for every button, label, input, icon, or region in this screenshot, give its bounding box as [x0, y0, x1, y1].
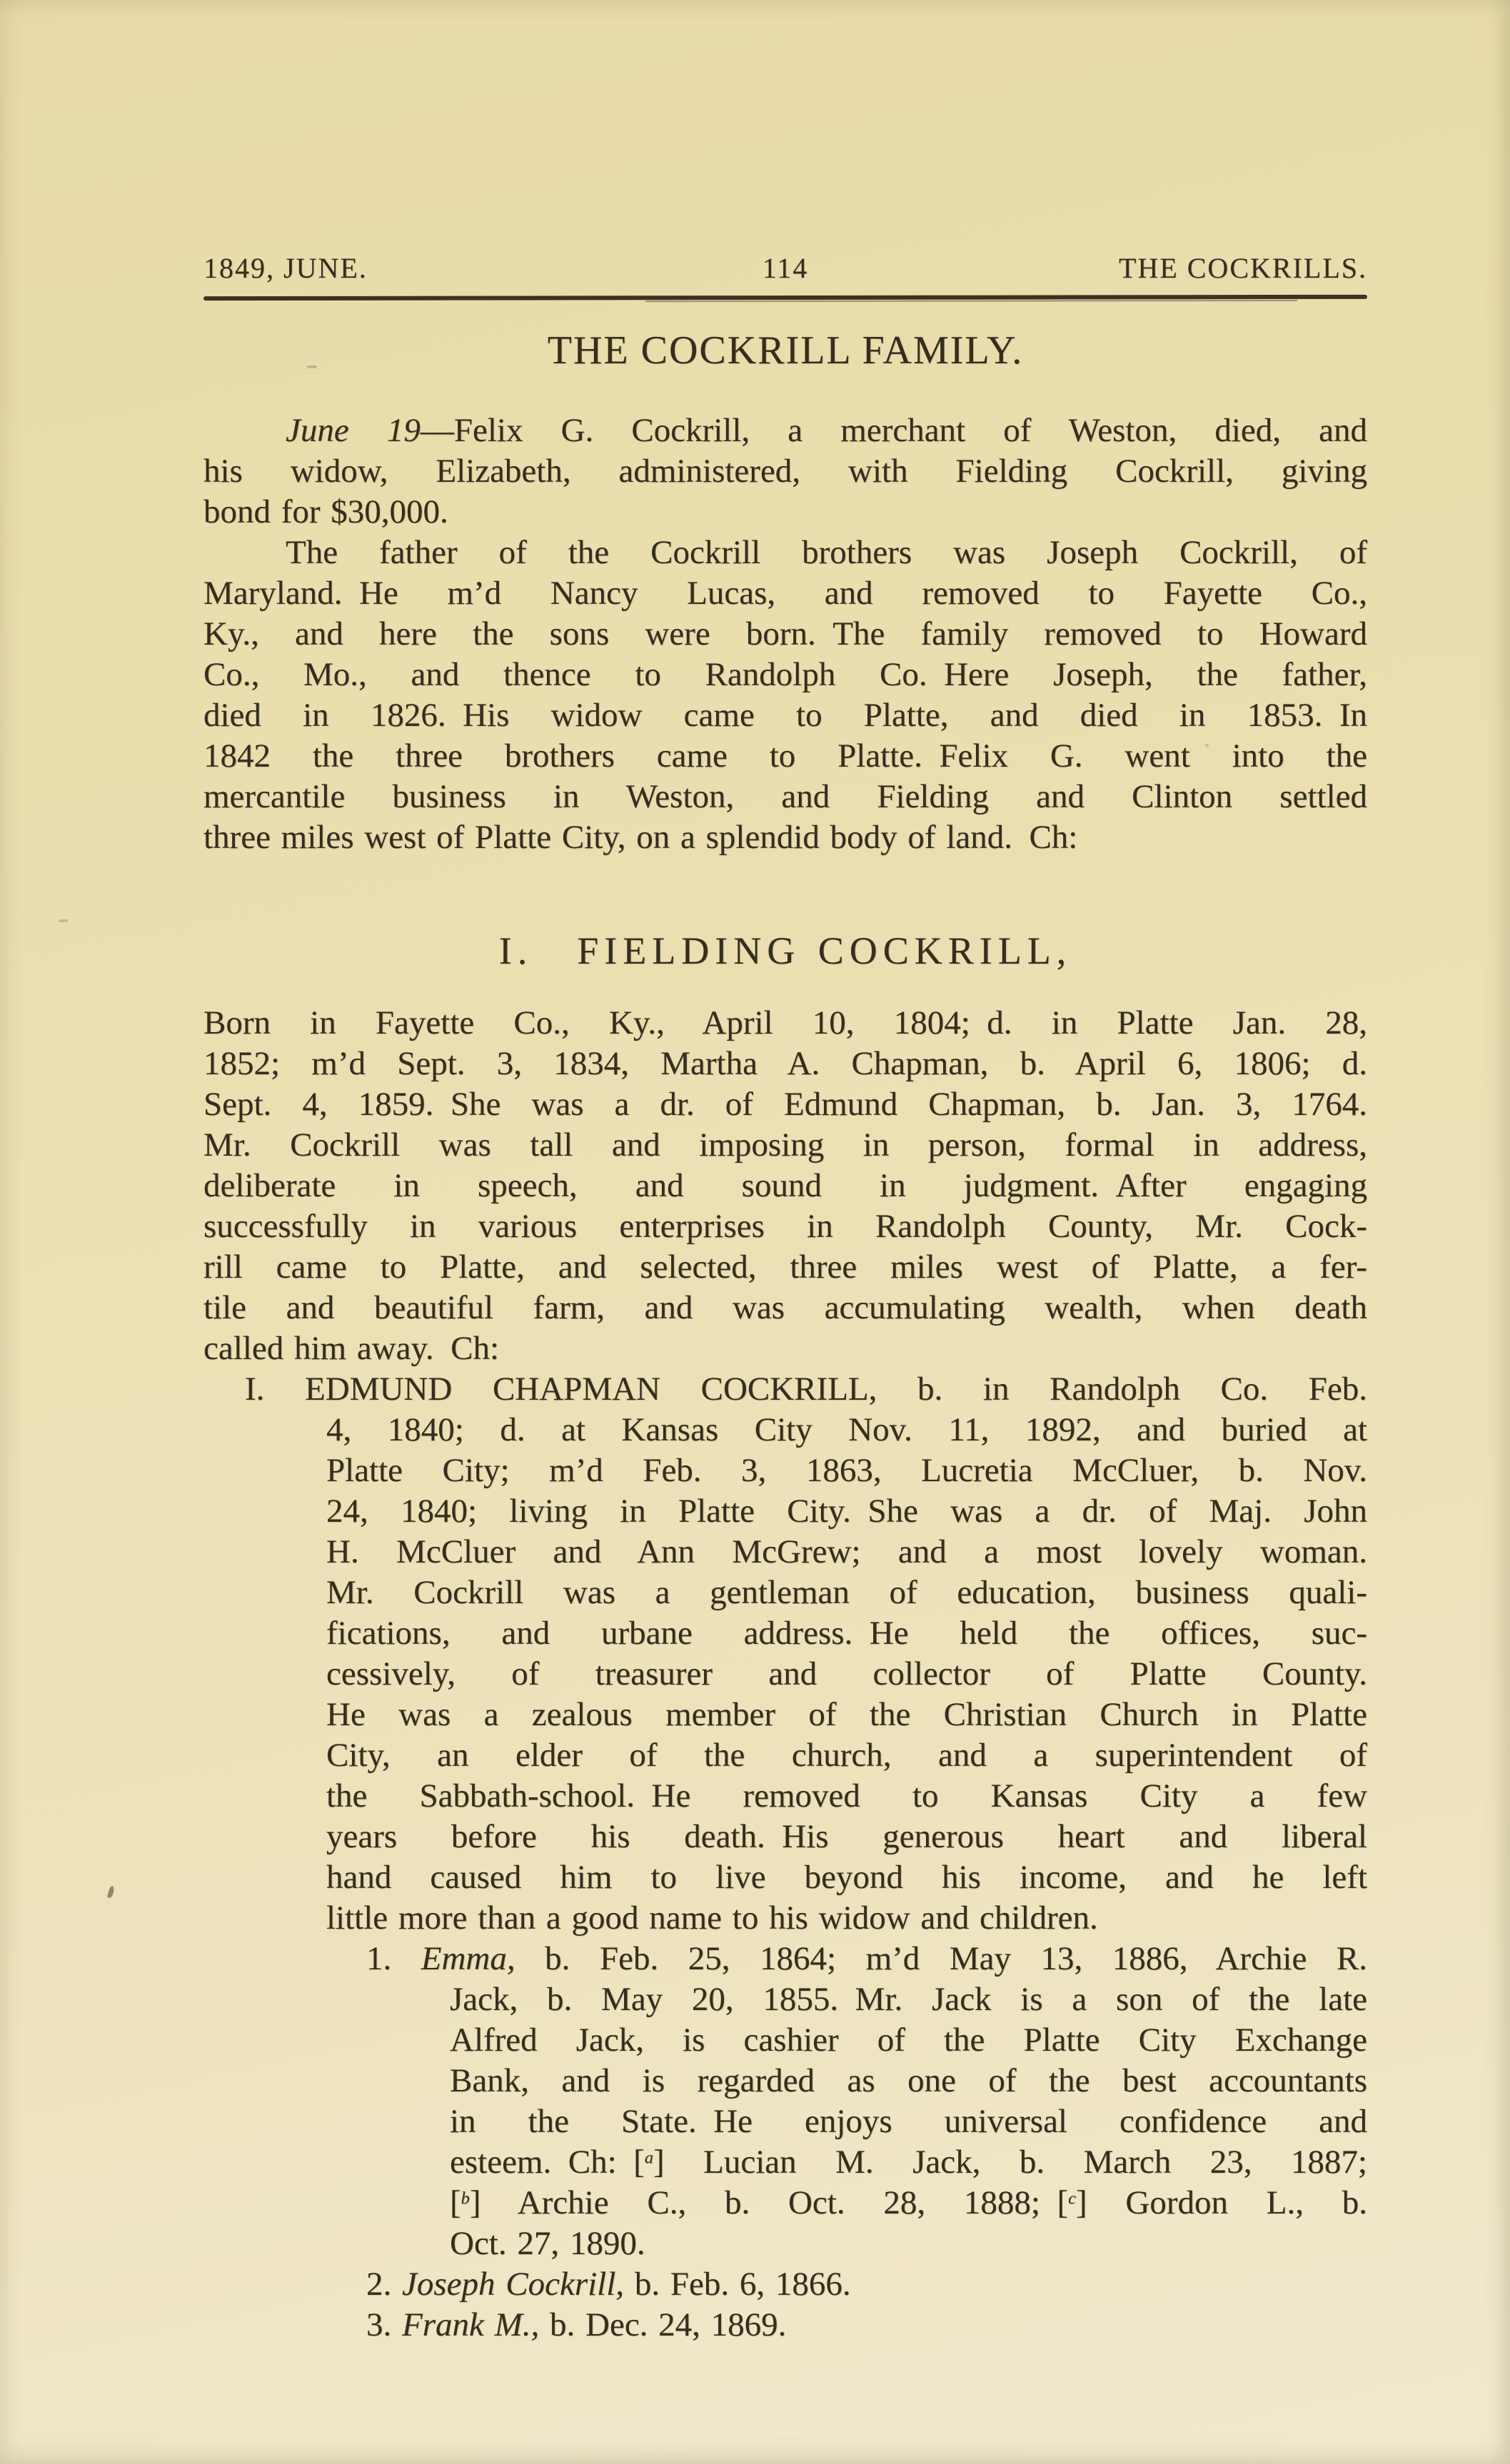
- text-line: rill came to Platte, and selected, three miles west of Platte, a fer-: [203, 1248, 1367, 1286]
- text-line: 1852; m’d Sept. 3, 1834, Martha A. Chapman, b. April 6, 1806; d.: [203, 1045, 1367, 1082]
- paper-speck: [107, 1885, 115, 1898]
- header-date: 1849, JUNE.: [203, 252, 368, 284]
- page-title: THE COCKRILL FAMILY.: [547, 328, 1024, 373]
- text-line: years before his death. His generous heart and liberal: [326, 1818, 1367, 1855]
- text-line: Ky., and here the sons were born. The family removed to Howard: [203, 615, 1367, 652]
- text-line: successfully in various enterprises in Randolph County, Mr. Cock-: [203, 1208, 1367, 1245]
- text-line: his widow, Elizabeth, administered, with Fielding Cockrill, giving: [203, 453, 1367, 490]
- text-line: Oct. 27, 1890.: [450, 2225, 645, 2262]
- text-line: The father of the Cockrill brothers was Joseph Cockrill, of: [286, 534, 1367, 571]
- text-line: mercantile business in Weston, and Fielding and Clinton settled: [203, 778, 1367, 815]
- text-line: 3. Frank M., b. Dec. 24, 1869.: [366, 2306, 787, 2343]
- text-line: the Sabbath-school. He removed to Kansas City a few: [326, 1777, 1367, 1814]
- text-line: little more than a good name to his widow and children.: [326, 1899, 1098, 1937]
- text-line: Mr. Cockrill was a gentleman of education, business quali-: [326, 1574, 1367, 1611]
- header-rule: [203, 295, 1367, 301]
- text-line: three miles west of Platte City, on a splendid body of land. Ch:: [203, 819, 1078, 856]
- text-line: Jack, b. May 20, 1855. Mr. Jack is a son of the late: [450, 1981, 1367, 2018]
- text-line: called him away. Ch:: [203, 1330, 500, 1367]
- header-surname: THE COCKRILLS.: [1119, 252, 1367, 284]
- fielding-biography-paragraph: [203, 1003, 1367, 1369]
- text-line: tile and beautiful farm, and was accumulating wealth, when death: [203, 1289, 1367, 1326]
- text-line: Born in Fayette Co., Ky., April 10, 1804; d. in Platte Jan. 28,: [203, 1004, 1367, 1041]
- text-line: Co., Mo., and thence to Randolph Co. Here Joseph, the father,: [203, 656, 1367, 693]
- text-line: [$^b$] Archie C., b. Oct. 28, 1888; [$^c$] Gordon L., b.: [450, 2184, 1367, 2221]
- text-line: H. McCluer and Ann McGrew; and a most lovely woman.: [326, 1533, 1367, 1570]
- grandchild-entry-frank: [203, 2305, 1367, 2346]
- text-line: 4, 1840; d. at Kansas City Nov. 11, 1892, and buried at: [326, 1411, 1367, 1448]
- text-line: bond for $30,000.: [203, 493, 448, 530]
- family-history-paragraph: [203, 532, 1367, 858]
- text-line: Sept. 4, 1859. She was a dr. of Edmund Chapman, b. Jan. 3, 1764.: [203, 1086, 1367, 1123]
- text-line: 2. Joseph Cockrill, b. Feb. 6, 1866.: [366, 2266, 851, 2303]
- text-line: I. EDMUND CHAPMAN COCKRILL, b. in Randolph Co. Feb.: [245, 1370, 1367, 1408]
- text-line: hand caused him to live beyond his income, and he left: [326, 1859, 1367, 1896]
- text-body: [203, 410, 1367, 2346]
- text-line: fications, and urbane address. He held the offices, suc-: [326, 1615, 1367, 1652]
- grandchild-entry-emma: [203, 1939, 1367, 2264]
- text-line: City, an elder of the church, and a superintendent of: [326, 1737, 1367, 1774]
- text-line: Maryland. He m’d Nancy Lucas, and removed to Fayette Co.,: [203, 575, 1367, 612]
- running-header: [203, 251, 1367, 287]
- text-line: Platte City; m’d Feb. 3, 1863, Lucretia McCluer, b. Nov.: [326, 1452, 1367, 1489]
- grandchild-entry-joseph: [203, 2264, 1367, 2305]
- text-line: Bank, and is regarded as one of the best accountants: [450, 2062, 1367, 2099]
- paper-speck: [59, 919, 68, 922]
- text-line: 1. Emma, b. Feb. 25, 1864; m’d May 13, 1886, Archie R.: [366, 1940, 1367, 1977]
- section-heading-fielding-cockrill: [203, 926, 1367, 976]
- page-number: 114: [762, 252, 809, 284]
- text-line: Mr. Cockrill was tall and imposing in person, formal in address,: [203, 1126, 1367, 1163]
- text-line: 1842 the three brothers came to Platte. Felix G. went into the: [203, 737, 1367, 774]
- text-line: Alfred Jack, is cashier of the Platte City Exchange: [450, 2021, 1367, 2059]
- text-line: 24, 1840; living in Platte City. She was a dr. of Maj. John: [326, 1493, 1367, 1530]
- text-line: He was a zealous member of the Christian Church in Platte: [326, 1696, 1367, 1733]
- text-line: deliberate in speech, and sound in judgment. After engaging: [203, 1167, 1367, 1204]
- text-line: cessively, of treasurer and collector of Platte County.: [326, 1655, 1367, 1692]
- text-line: I. FIELDING COCKRILL,: [498, 929, 1072, 972]
- text-line: esteem. Ch: [$^a$] Lucian M. Jack, b. March 23, 1887;: [450, 2144, 1367, 2181]
- text-line: in the State. He enjoys universal confidence and: [450, 2103, 1367, 2140]
- paper-speck: [307, 365, 317, 368]
- intro-paragraph: [203, 410, 1367, 532]
- child-entry-edmund-chapman-cockrill: [203, 1369, 1367, 1939]
- text-line: died in 1826. His widow came to Platte, and died in 1853. In: [203, 697, 1367, 734]
- paper-speck: [1205, 744, 1209, 747]
- text-line: June 19—Felix G. Cockrill, a merchant of Weston, died, and: [286, 412, 1367, 449]
